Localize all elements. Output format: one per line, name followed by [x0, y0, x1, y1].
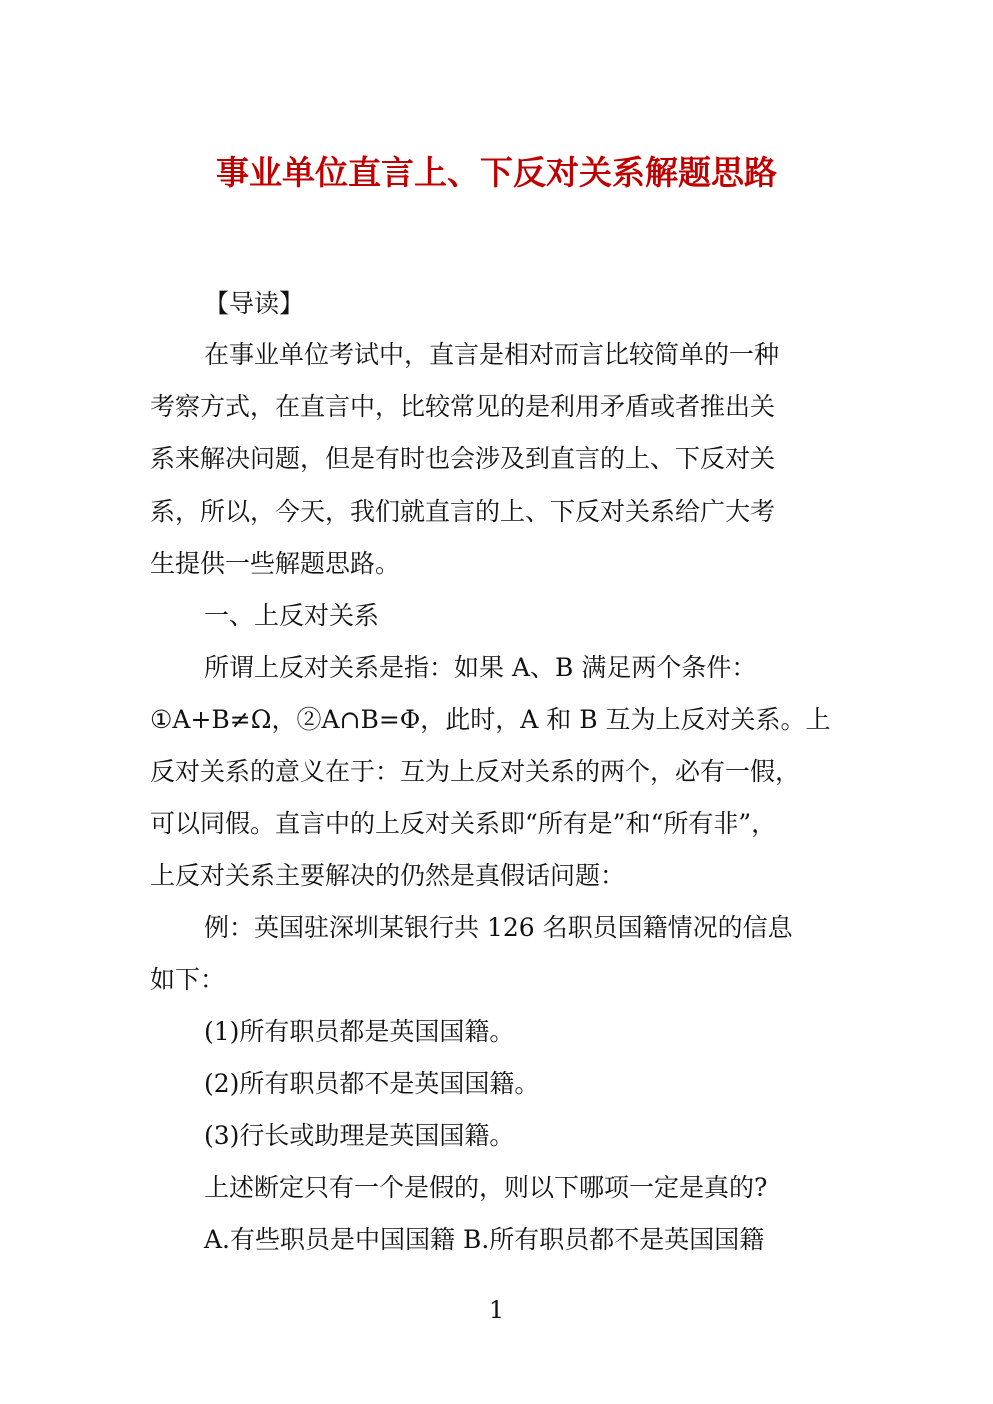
intro-heading: 【导读】 — [204, 289, 305, 318]
page-number: 1 — [488, 1296, 505, 1324]
list-item: (2)所有职员都不是英国国籍。 — [204, 1069, 540, 1098]
list-item: (3)行长或助理是英国国籍。 — [204, 1121, 515, 1150]
example-line: 如下： — [150, 965, 226, 994]
paragraph-line: 反对关系的意义在于：互为上反对关系的两个，必有一假， — [150, 757, 801, 786]
question-line: 上述断定只有一个是假的，则以下哪项一定是真的? — [204, 1173, 768, 1202]
paragraph-line: 系来解决问题，但是有时也会涉及到直言的上、下反对关 — [150, 444, 776, 473]
paragraph-line: 可以同假。直言中的上反对关系即“所有是”和“所有非”， — [150, 809, 777, 838]
answer-options: A.有些职员是中国国籍 B.所有职员都不是英国国籍 — [204, 1225, 765, 1254]
section-heading: 一、上反对关系 — [204, 601, 380, 630]
paragraph-line: ①A+B≠Ω，②A∩B=Φ，此时，A 和 B 互为上反对关系。上 — [150, 705, 831, 734]
example-line: 例：英国驻深圳某银行共 126 名职员国籍情况的信息 — [204, 913, 793, 942]
paragraph-line: 生提供一些解题思路。 — [150, 549, 401, 578]
paragraph-line: 系，所以，今天，我们就直言的上、下反对关系给广大考 — [150, 497, 776, 526]
paragraph-line: 所谓上反对关系是指：如果 A、B 满足两个条件： — [204, 653, 757, 682]
list-item: (1)所有职员都是英国国籍。 — [204, 1017, 515, 1046]
paragraph-line: 上反对关系主要解决的仍然是真假话问题： — [150, 861, 626, 890]
paragraph-line: 考察方式，在直言中，比较常见的是利用矛盾或者推出关 — [150, 392, 776, 421]
paragraph-line: 在事业单位考试中，直言是相对而言比较简单的一种 — [204, 340, 780, 369]
document-title: 事业单位直言上、下反对关系解题思路 — [216, 153, 777, 192]
